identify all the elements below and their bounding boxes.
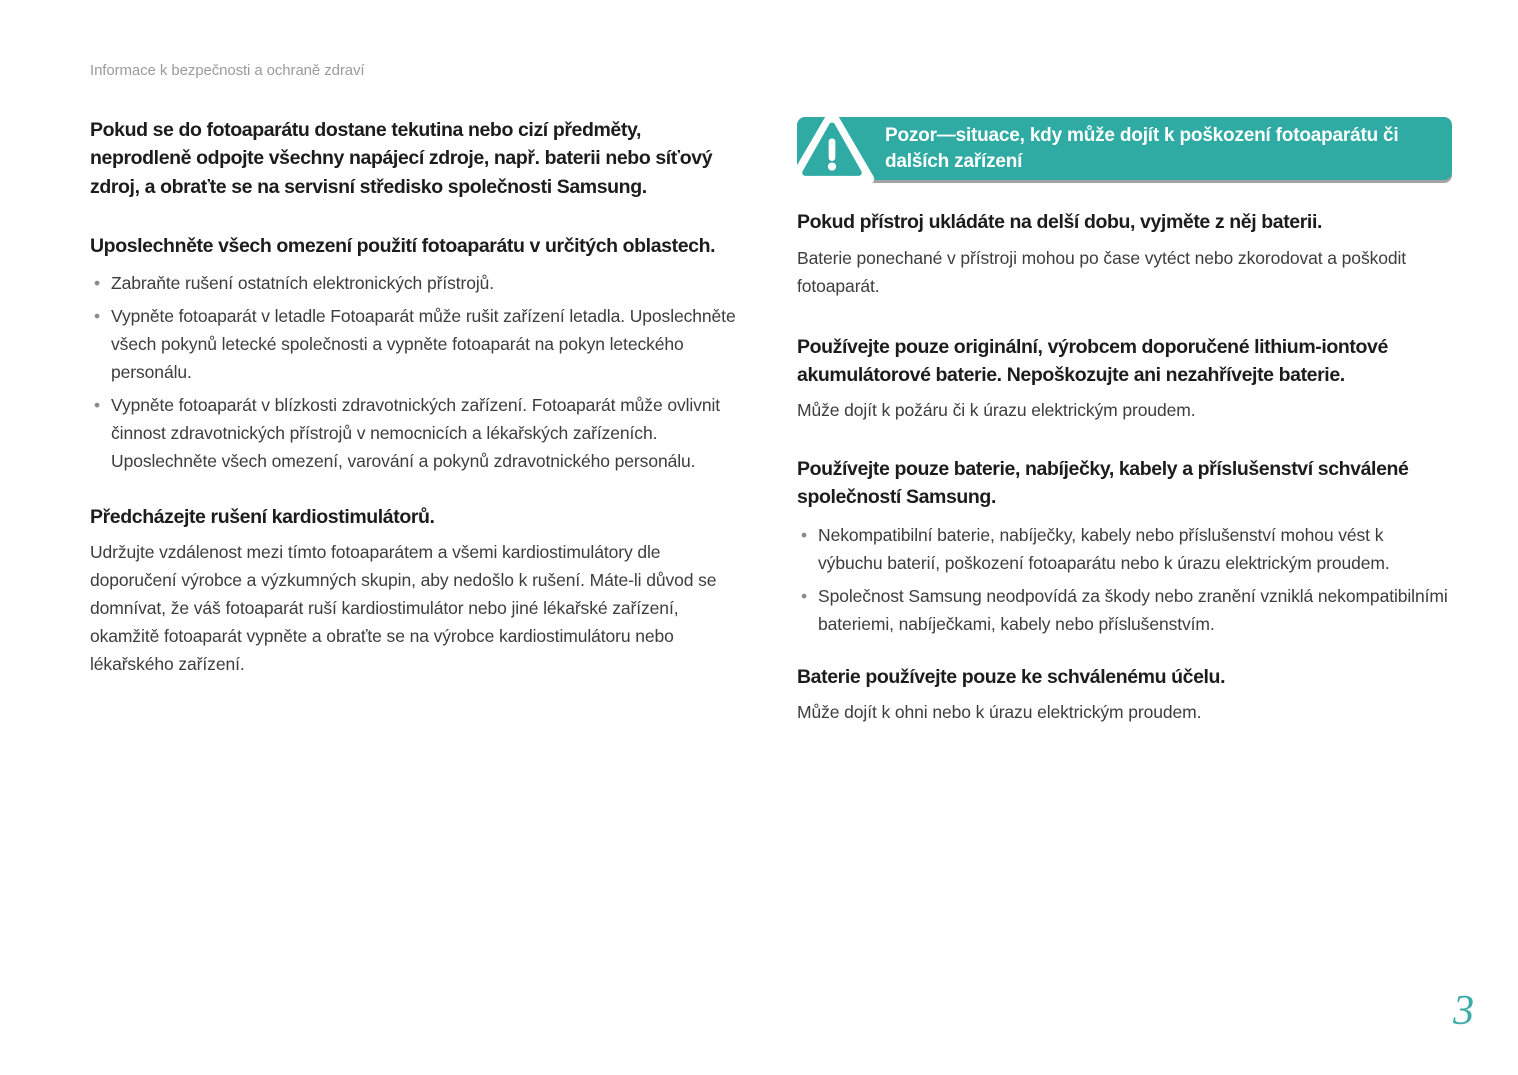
caution-banner — [797, 117, 1452, 180]
section-body: Může dojít k ohni nebo k úrazu elektrickým proudem. — [797, 701, 1202, 722]
list-item-text: Vypněte fotoaparát v blízkosti zdravotnických zařízení. Fotoaparát může ovlivnit činnost zdravotnických přístrojů v nemocnicích a lékařských zařízeních. Uposlechněte všech omezení, varování a pokynů zdravotnického personálu. — [111, 395, 721, 472]
section-heading-battery-purpose: Baterie používejte pouze ke schválenému účelu. — [797, 665, 1226, 688]
bullet-marker: • — [94, 273, 101, 294]
section-body: Může dojít k požáru či k úrazu elektrickým proudem. — [797, 400, 1196, 421]
section-heading-approved-accessories: Používejte pouze baterie, nabíječky, kabely a příslušenství schválené společností Samsung. — [797, 458, 1409, 509]
bullet-marker: • — [801, 524, 808, 545]
list-item — [94, 269, 740, 297]
bullet-marker: • — [94, 395, 101, 416]
caution-banner-text: Pozor—situace, kdy může dojít k poškození fotoaparátu či dalších zařízení — [885, 125, 1399, 172]
section-body: Baterie ponechané v přístroji mohou po čase vytéct nebo zkorodovat a poškodit fotoaparát. — [797, 247, 1407, 296]
list-item — [801, 582, 1452, 638]
section-heading-pacemakers: Předcházejte rušení kardiostimulátorů. — [90, 506, 435, 529]
list-item-text: Nekompatibilní baterie, nabíječky, kabely nebo příslušenství mohou vést k výbuchu baterií, poškození fotoaparátu nebo k úrazu elektrickým proudem. — [818, 524, 1390, 573]
section-body: Udržujte vzdálenost mezi tímto fotoaparátem a všemi kardiostimulátory dle doporučení výrobce a výzkumných skupin, aby nedošlo k rušení. Máte-li důvod se domnívat, že váš fotoaparát ruší kardiostimulátor nebo jiné lékařské zařízení, okamžitě fotoaparát vypněte a obraťte se na výrobce kardiostimulátoru nebo lékařského zařízení. — [90, 542, 717, 675]
right-column — [797, 112, 1452, 726]
bullet-marker: • — [801, 585, 808, 606]
bullet-marker: • — [94, 306, 101, 327]
list-item-text: Vypněte fotoaparát v letadle Fotoaparát může rušit zařízení letadla. Uposlechněte všech pokynů letecké společnosti a vypněte fotoaparát na pokyn leteckého personálu. — [111, 306, 736, 383]
bullet-list — [797, 521, 1452, 638]
running-header: Informace k bezpečnosti a ochraně zdraví — [90, 62, 365, 79]
section-heading-restrictions: Uposlechněte všech omezení použití fotoaparátu v určitých oblastech. — [90, 234, 716, 257]
section-heading-storage: Pokud přístroj ukládáte na delší dobu, vyjměte z něj baterii. — [797, 211, 1322, 234]
section-heading-batteries-original: Používejte pouze originální, výrobcem doporučené lithium-iontové akumulátorové baterie. Nepoškozujte ani nezahřívejte baterie. — [797, 335, 1388, 386]
left-column — [90, 112, 740, 678]
list-item-text: Zabraňte rušení ostatních elektronických přístrojů. — [111, 273, 495, 294]
list-item — [801, 521, 1452, 577]
bullet-list — [90, 269, 740, 475]
intro-paragraph: Pokud se do fotoaparátu dostane tekutina nebo cizí předměty, neprodleně odpojte všechny napájecí zdroje, např. baterii nebo síťový zdroj, a obraťte se na servisní středisko společnosti Samsung. — [90, 119, 713, 198]
warning-triangle-icon — [789, 107, 875, 187]
list-item-text: Společnost Samsung neodpovídá za škody nebo zranění vzniklá nekompatibilními bateriemi, nabíječkami, kabely nebo příslušenstvím. — [818, 585, 1448, 634]
list-item — [94, 391, 740, 475]
list-item — [94, 302, 740, 386]
page-number: 3 — [1453, 988, 1474, 1034]
